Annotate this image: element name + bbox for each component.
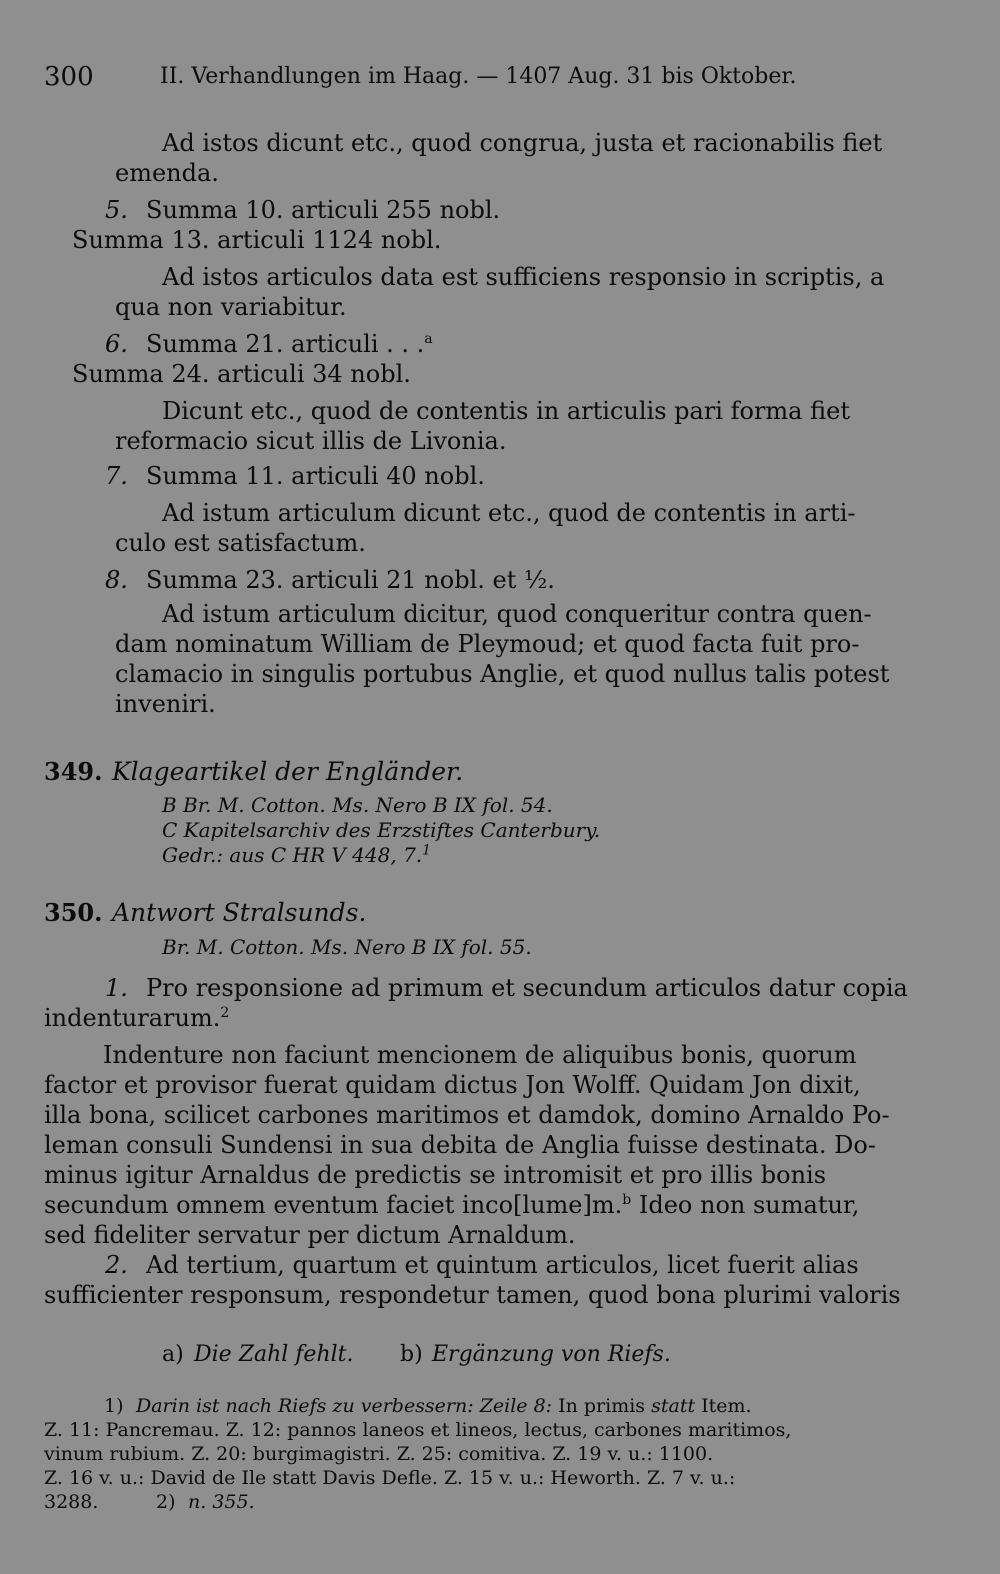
item-number: 2. <box>105 1251 128 1279</box>
footnote-text <box>136 1394 752 1418</box>
footnote-text: Z. 16 v. u.: David de Ile statt Davis Defle. Z. 15 v. u.: Heworth. Z. 7 v. u.: <box>44 1467 736 1489</box>
paragraph-text-main: indenturarum. <box>44 1004 221 1032</box>
text-line-content: emenda. <box>115 159 219 187</box>
response-text: Ad istos articulos data est sufficiens responsio in scriptis, a <box>162 263 885 291</box>
response-text: Dicunt etc., quod de contentis in articulis pari forma fiet <box>162 397 850 425</box>
paragraph-text: Ad tertium, quartum et quintum articulos, licet fuerit alias <box>146 1251 859 1279</box>
paragraph-text: minus igitur Arnaldus de predictis se intromisit et pro illis bonis <box>44 1161 827 1189</box>
running-title: II. Verhandlungen im Haag. — 1407 Aug. 31 bis Oktober. <box>160 64 797 89</box>
footnote-text: 3288. <box>44 1491 99 1513</box>
footnote-roman: Item. <box>701 1395 752 1417</box>
footnote-mark: 2 <box>220 1005 230 1021</box>
footnote-italic: Darin ist nach Riefs zu verbessern: Zeile 8: <box>136 1395 553 1417</box>
paragraph-text-main: secundum omnem eventum faciet inco[lume]m. <box>44 1191 623 1219</box>
note-mark: b <box>622 1192 632 1208</box>
document-title: Klageartikel der Engländer. <box>112 757 464 786</box>
response-text: reformacio sicut illis de Livonia. <box>115 427 507 455</box>
response-text: inveniri. <box>115 690 216 718</box>
footnote-text: vinum rubium. Z. 20: burgimagistri. Z. 25: comitiva. Z. 19 v. u.: 1100. <box>44 1443 714 1465</box>
paragraph-text: sufficienter responsum, respondetur tamen, quod bona plurimi valoris <box>44 1281 901 1309</box>
note-mark: a <box>424 331 433 347</box>
page-number: 300 <box>44 62 94 92</box>
source-text-main: Gedr.: aus C HR V 448, 7. <box>162 843 423 867</box>
paragraph-text: sed fideliter servatur per dictum Arnaldum. <box>44 1221 576 1249</box>
summa-text: Summa 24. articuli 34 nobl. <box>72 360 411 388</box>
note-text: Ergänzung von Riefs. <box>432 1342 671 1367</box>
response-text: dam nominatum William de Pleymoud; et quod facta fuit pro- <box>115 630 860 658</box>
footnote-mark: 1 <box>422 842 432 859</box>
source-text: Br. M. Cotton. Ms. Nero B IX fol. 55. <box>162 935 532 959</box>
footnote-text: Z. 11: Pancremau. Z. 12: pannos laneos et lineos, lectus, carbones maritimos, <box>44 1419 792 1441</box>
item-number: 7. <box>105 462 128 490</box>
text-line-content: Ad istos dicunt etc., quod congrua, justa et racionabilis fiet <box>162 129 883 157</box>
footnote-text: n. 355. <box>188 1491 255 1513</box>
response-text: Ad istum articulum dicunt etc., quod de contentis in arti- <box>162 499 856 527</box>
paragraph-text: leman consuli Sundensi in sua debita de Anglia fuisse destinata. Do- <box>44 1131 876 1159</box>
summa-text-main: Summa 21. articuli . . . <box>146 330 425 358</box>
item-number: 8. <box>105 566 128 594</box>
paragraph-text: Indenture non faciunt mencionem de aliquibus bonis, quorum <box>103 1041 857 1069</box>
summa-text: Summa 10. articuli 255 nobl. <box>146 196 501 224</box>
document-title: Antwort Stralsunds. <box>112 898 367 927</box>
paragraph-text: illa bona, scilicet carbones maritimos et damdok, domino Arnaldo Po- <box>44 1101 890 1129</box>
document-number: 350. <box>44 898 103 927</box>
footnote-label: 1) <box>104 1395 124 1417</box>
summa-text: Summa 23. articuli 21 nobl. et ½. <box>146 566 555 594</box>
footnote-label: 2) <box>156 1491 176 1513</box>
source-text <box>162 842 431 868</box>
response-text: clamacio in singulis portubus Anglie, et quod nullus talis potest <box>115 660 890 688</box>
note-label: a) <box>162 1342 184 1367</box>
item-number: 6. <box>105 330 128 358</box>
summa-text: Summa 13. articuli 1124 nobl. <box>72 226 442 254</box>
footnote-roman: In primis <box>558 1395 646 1417</box>
paragraph-text-end: Ideo non sumatur, <box>638 1191 860 1219</box>
item-number: 1. <box>105 974 128 1002</box>
note-label: b) <box>400 1342 423 1367</box>
response-text: Ad istum articulum dicitur, quod conqueritur contra quen- <box>162 600 872 628</box>
paragraph-text <box>44 1190 859 1220</box>
source-text: B Br. M. Cotton. Ms. Nero B IX fol. 54. <box>162 793 553 817</box>
response-text: culo est satisfactum. <box>115 529 366 557</box>
paragraph-text: factor et provisor fuerat quidam dictus Jon Wolff. Quidam Jon dixit, <box>44 1071 861 1099</box>
note-text: Die Zahl fehlt. <box>194 1342 354 1367</box>
response-text: qua non variabitur. <box>115 293 347 321</box>
footnote-italic: statt <box>651 1395 696 1417</box>
item-number: 5. <box>105 196 128 224</box>
text-line <box>162 128 930 158</box>
paragraph-text: Pro responsione ad primum et secundum articulos datur copia <box>146 974 908 1002</box>
summa-text <box>146 329 433 359</box>
paragraph-text <box>44 1003 229 1033</box>
source-text: C Kapitelsarchiv des Erzstiftes Canterbury. <box>162 818 601 842</box>
document-number: 349. <box>44 757 103 786</box>
summa-text: Summa 11. articuli 40 nobl. <box>146 462 485 490</box>
